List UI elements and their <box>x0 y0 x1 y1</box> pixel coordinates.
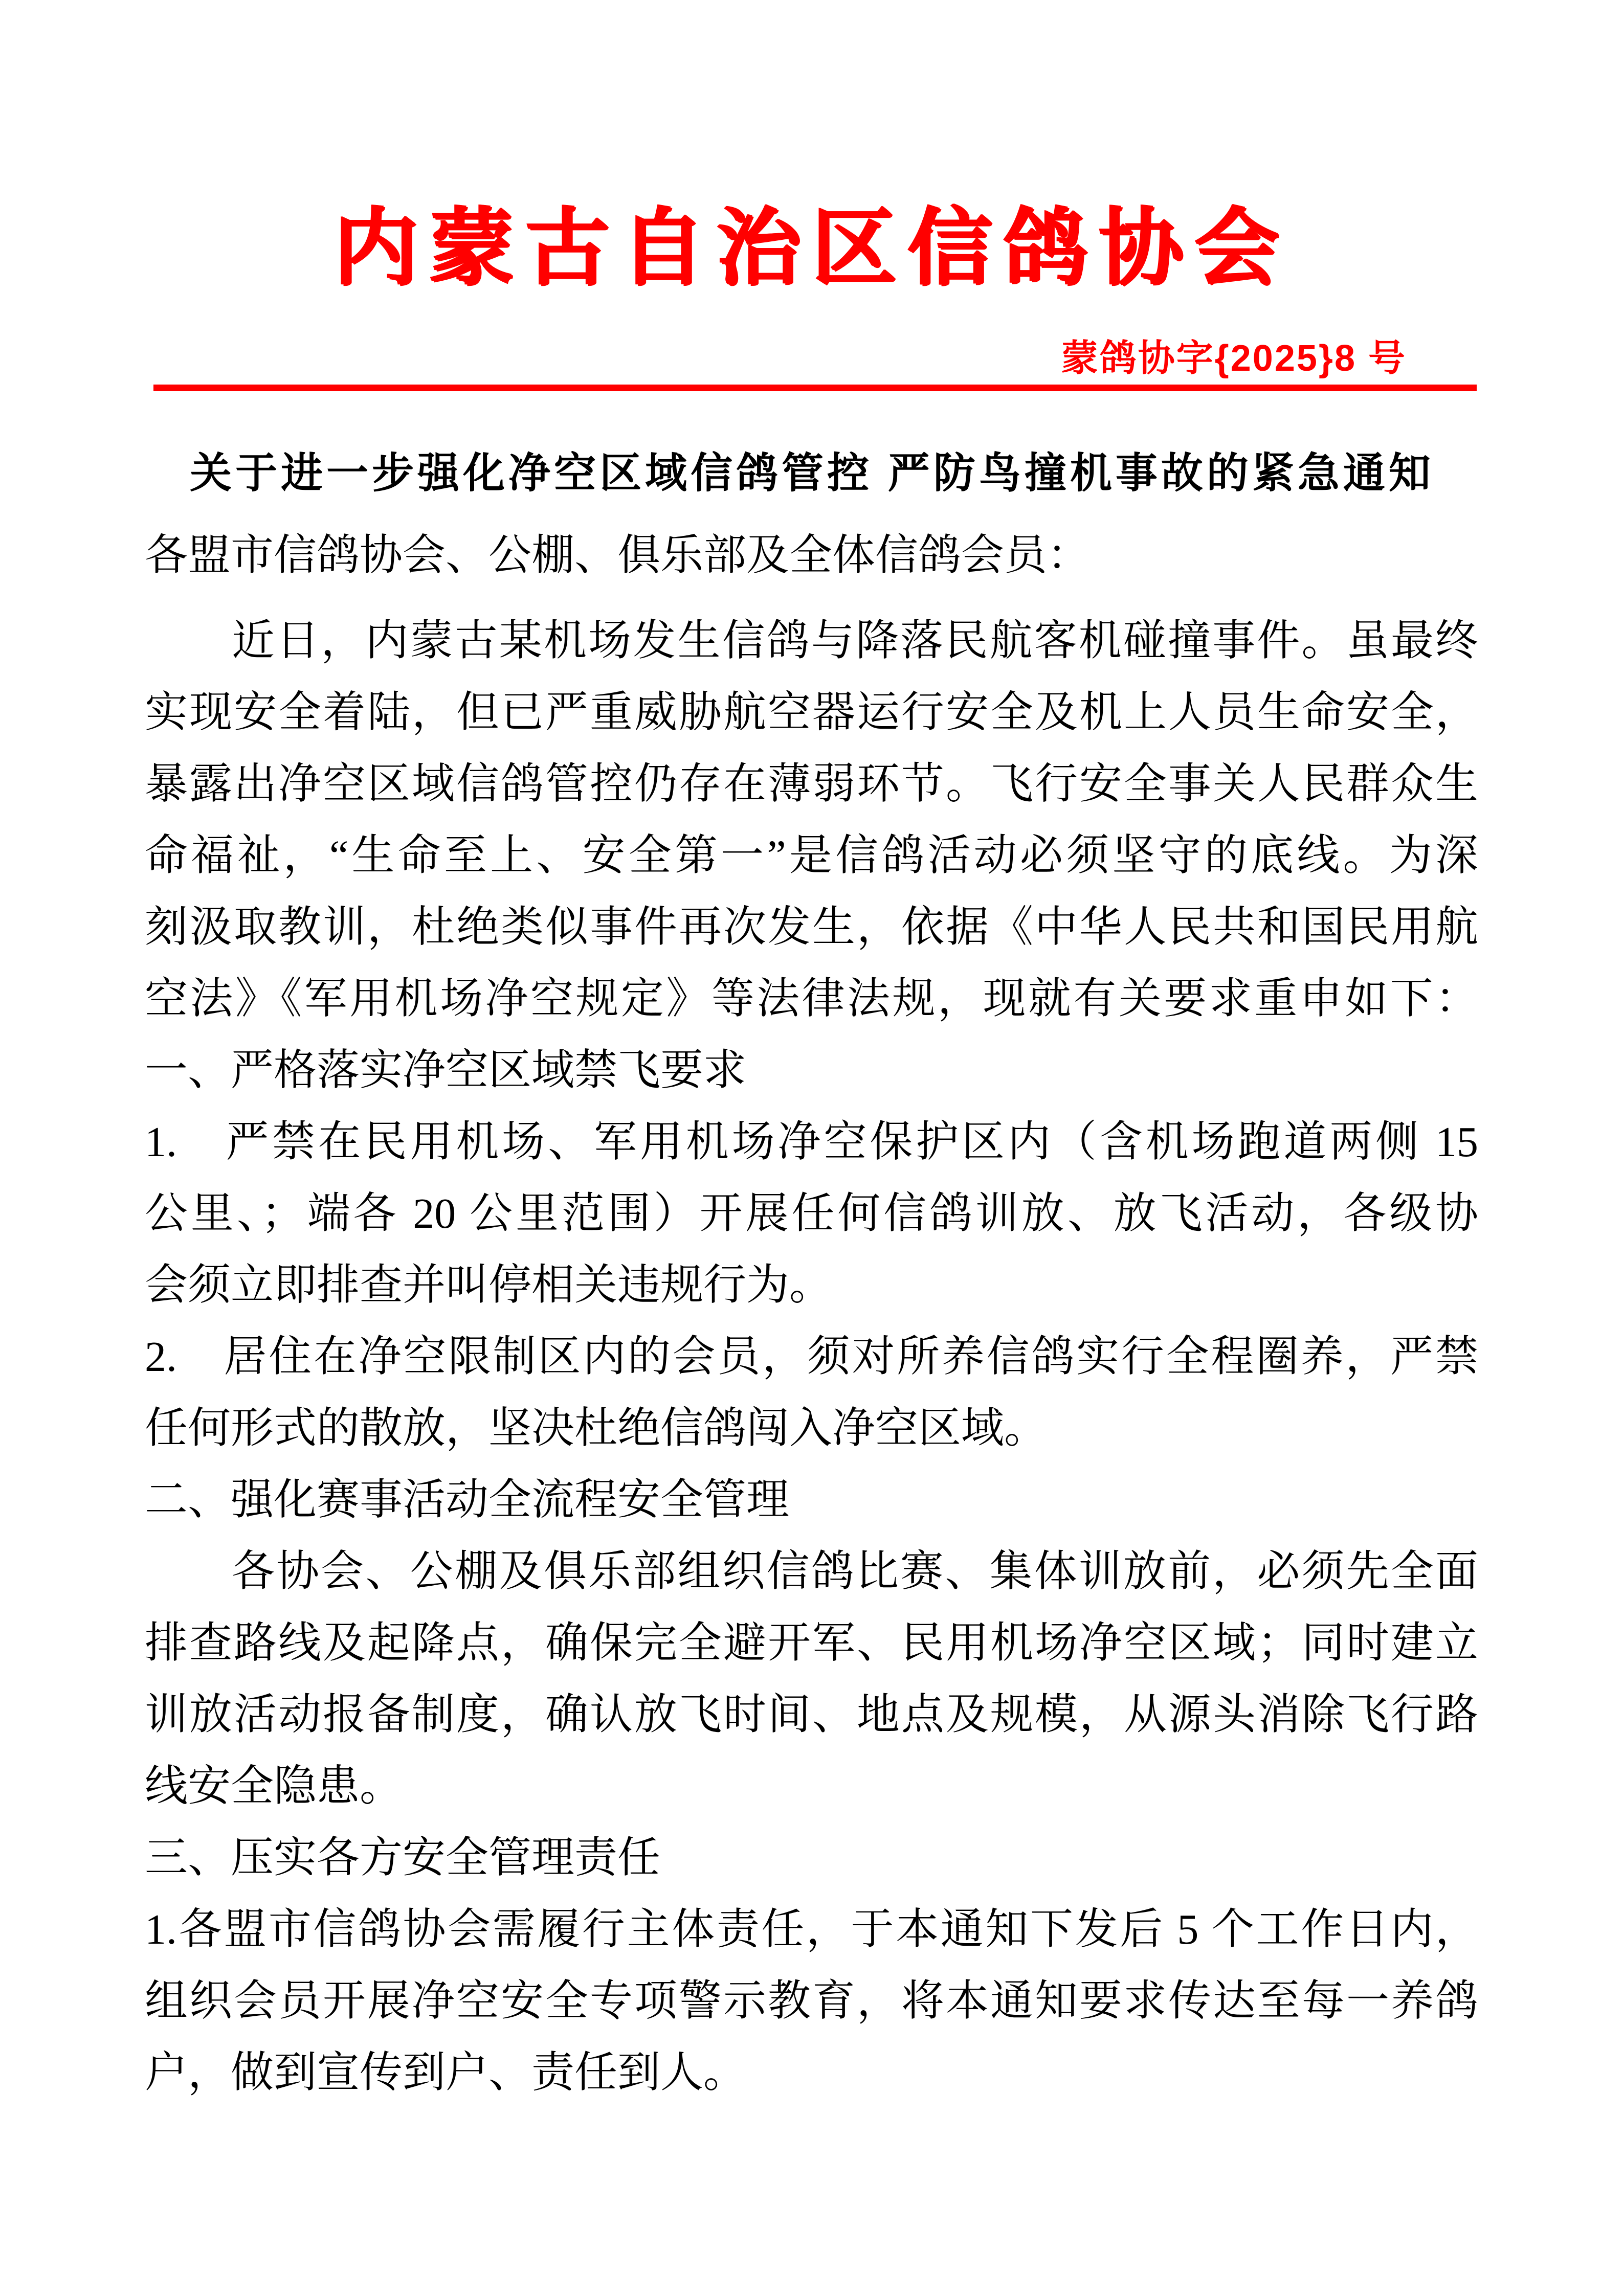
body-line: 近日，内蒙古某机场发生信鸽与降落民航客机碰撞事件。虽最终 <box>232 617 1478 665</box>
body-line: 刻汲取教训，杜绝类似事件再次发生，依据《中华人民共和国民用航 <box>145 904 1478 951</box>
doc-number: 蒙鸽协字{2025}8 号 <box>1061 338 1407 379</box>
body-line: 实现安全着陆，但已严重威胁航空器运行安全及机上人员生命安全， <box>145 689 1478 736</box>
document-title: 关于进一步强化净空区域信鸽管控 严防鸟撞机事故的紧急通知 <box>190 450 1434 497</box>
body-line: 公里、；端各 20 公里范围）开展任何信鸽训放、放飞活动，各级协 <box>145 1190 1478 1237</box>
body-line: 命福祉，“生命至上、安全第一”是信鸽活动必须坚守的底线。为深 <box>145 832 1478 880</box>
body-line: 空法》《军用机场净空规定》等法律法规，现就有关要求重申如下： <box>145 975 1478 1023</box>
org-title: 内蒙古自治区信鸽协会 <box>333 200 1291 295</box>
red-divider-line <box>153 385 1477 391</box>
body-line: 排查路线及起降点，确保完全避开军、民用机场净空区域；同时建立 <box>145 1619 1478 1667</box>
body-line: 组织会员开展净空安全专项警示教育，将本通知要求传达至每一养鸽 <box>145 1977 1478 2025</box>
body-line: 训放活动报备制度，确认放飞时间、地点及规模，从源头消除飞行路 <box>145 1691 1478 1739</box>
body-line: 任何形式的散放，坚决杜绝信鸽闯入净空区域。 <box>145 1405 1048 1452</box>
body-line: 各协会、公棚及俱乐部组织信鸽比赛、集体训放前，必须先全面 <box>232 1548 1478 1595</box>
body-line: 户，做到宣传到户、责任到人。 <box>145 2049 747 2097</box>
body-line: 1.各盟市信鸽协会需履行主体责任，于本通知下发后 5 个工作日内， <box>145 1906 1478 1953</box>
body-line: 一、严格落实净空区域禁飞要求 <box>145 1047 747 1094</box>
body-line: 2. 居住在净空限制区内的会员，须对所养信鸽实行全程圈养，严禁 <box>145 1333 1478 1381</box>
body-line: 二、强化赛事活动全流程安全管理 <box>145 1476 790 1524</box>
body-line: 暴露出净空区域信鸽管控仍存在薄弱环节。飞行安全事关人民群众生 <box>145 760 1478 808</box>
document-body <box>145 609 1478 2112</box>
body-line: 三、压实各方安全管理责任 <box>145 1834 661 1882</box>
body-line: 1. 严禁在民用机场、军用机场净空保护区内（含机场跑道两侧 15 <box>145 1118 1478 1166</box>
body-line: 线安全隐患。 <box>145 1763 403 1810</box>
body-line: 会须立即排查并叫停相关违规行为。 <box>145 1262 833 1309</box>
salutation: 各盟市信鸽协会、公棚、俱乐部及全体信鸽会员： <box>145 532 1091 579</box>
